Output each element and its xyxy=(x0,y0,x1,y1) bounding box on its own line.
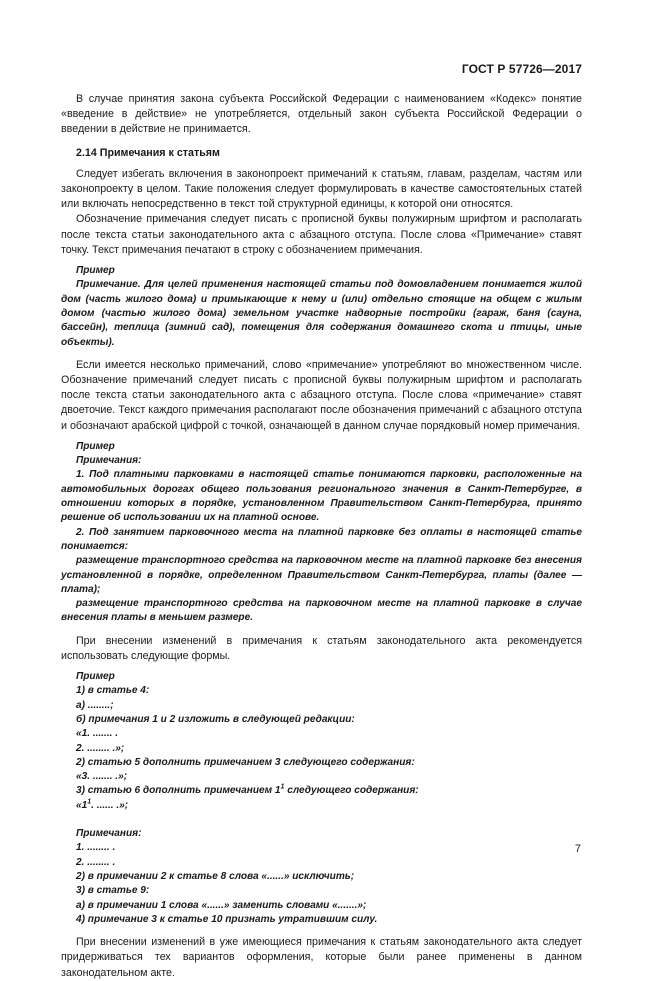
example-3-line: 2) в примечании 2 к статье 8 слова «......» исключить; xyxy=(76,870,355,882)
example-3-line: б) примечания 1 и 2 изложить в следующей редакции: xyxy=(76,713,355,725)
example-3 xyxy=(76,670,582,927)
example-3-line-superscript: «$1^1$. ...... .»; xyxy=(76,798,129,811)
paragraph-4: При внесении изменений в примечания к статьям законодательного акта рекомендуется использовать следующие формы. xyxy=(61,634,582,662)
paragraph-2: Обозначение примечания следует писать с прописной буквы полужирным шрифтом и располагать после текста статьи законодательного акта с абзацного отступа. После слова «Примечание» ставят точку. Текст примечания печатают в строку с обозначением примечания. xyxy=(61,213,582,256)
paragraph-1: Следует избегать включения в законопроект примечаний к статьям, главам, разделам, частям или законопроекту в целом. Такие положения следует формулировать в качестве самостоятельных статей или включать непосредственно в текст той структурной единицы, к которой они относятся. xyxy=(61,167,582,211)
example-2 xyxy=(61,440,582,626)
example-2-note-1: 1. Под платными парковками в настоящей статье понимаются парковки, расположенные на автомобильных дорогах общего пользования регионального значения в Санкт-Петербурге, в отношении которых в порядке, установленном Правительством Санкт-Петербурга, принято решение об использовании их на платной основе. xyxy=(61,469,582,524)
example-3-line: 4) примечание 3 к статье 10 признать утратившим силу. xyxy=(76,913,378,925)
paragraph-5: При внесении изменений в уже имеющиеся примечания к статьям законодательного акта следует придерживаться тех вариантов оформления, которые были ранее применены в данном законодательном акте. xyxy=(61,936,582,979)
example-1 xyxy=(61,264,582,350)
example-label: Пример xyxy=(76,265,115,277)
example-3-line: 1) в статье 4: xyxy=(76,685,150,697)
example-2-note-2: 2. Под занятием парковочного места на платной парковке без оплаты в настоящей статье понимается: xyxy=(61,526,582,552)
example-3-line: 1. ........ . xyxy=(76,842,116,854)
standard-header: ГОСТ Р 57726—2017 xyxy=(461,62,582,76)
example-3-line: «3. ....... .»; xyxy=(76,771,128,783)
example-3-line: 2) статью 5 дополнить примечанием 3 следующего содержания: xyxy=(76,756,415,768)
example-3-title: Примечания: xyxy=(76,828,142,840)
example-label: Пример xyxy=(76,671,115,683)
example-3-line: «1. ....... . xyxy=(76,728,119,740)
example-2-note-2a: размещение транспортного средства на парковочном месте на платной парковке без внесения установленной в порядке, определенном Правительством Санкт-Петербурга, платы (далее — плата); xyxy=(61,555,582,595)
example-1-text: Примечание. Для целей применения настоящей статьи под домовладением понимается жилой дом (часть жилого дома) и примыкающие к нему и (или) отдельно стоящие на общем с жилым домом (частью жилого дома) земельном участке надворные постройки (гараж, баня (сауна, бассейн), теплица (зимний сад), помещения для содержания домашнего скота и птицы, иные объекты). xyxy=(61,279,582,348)
example-3-line-superscript: 3) статью 6 дополнить примечанием $1^1$ следующего содержания: xyxy=(76,784,419,797)
example-3-line: а) ........; xyxy=(76,699,114,711)
example-3-line: 2. ........ .»; xyxy=(76,742,125,754)
example-2-title: Примечания: xyxy=(76,455,142,467)
example-3-line: а) в примечании 1 слова «......» заменить словами «.......»; xyxy=(76,899,367,911)
paragraph-3: Если имеется несколько примечаний, слово «примечание» употребляют во множественном числе. Обозначение примечаний следует писать с прописной буквы полужирным шрифтом и располагать после текста статьи законодательного акта с абзацного отступа. После слова «примечание» ставят двоеточие. Текст каждого примечания располагают после обозначения примечаний с абзацного отступа и обозначают арабской цифрой с точкой, означающей в данном случае порядковый номер примечания. xyxy=(61,358,582,432)
intro-paragraph: В случае принятия закона субъекта Российской Федерации с наименованием «Кодекс» понятие «введение в действие» не употребляется, отдельный закон субъекта Российской Федерации о введении в действие не принимается. xyxy=(61,93,582,136)
document-body xyxy=(61,92,582,981)
example-3-line: 3) в статье 9: xyxy=(76,885,150,897)
page-number: 7 xyxy=(574,843,581,855)
section-heading: 2.14 Примечания к статьям xyxy=(76,146,220,159)
example-2-note-2b: размещение транспортного средства на парковочном месте на платной парковке в случае внесения платы в меньшем размере. xyxy=(61,598,582,624)
example-3-line: 2. ........ . xyxy=(76,856,116,868)
example-label: Пример xyxy=(76,440,115,452)
